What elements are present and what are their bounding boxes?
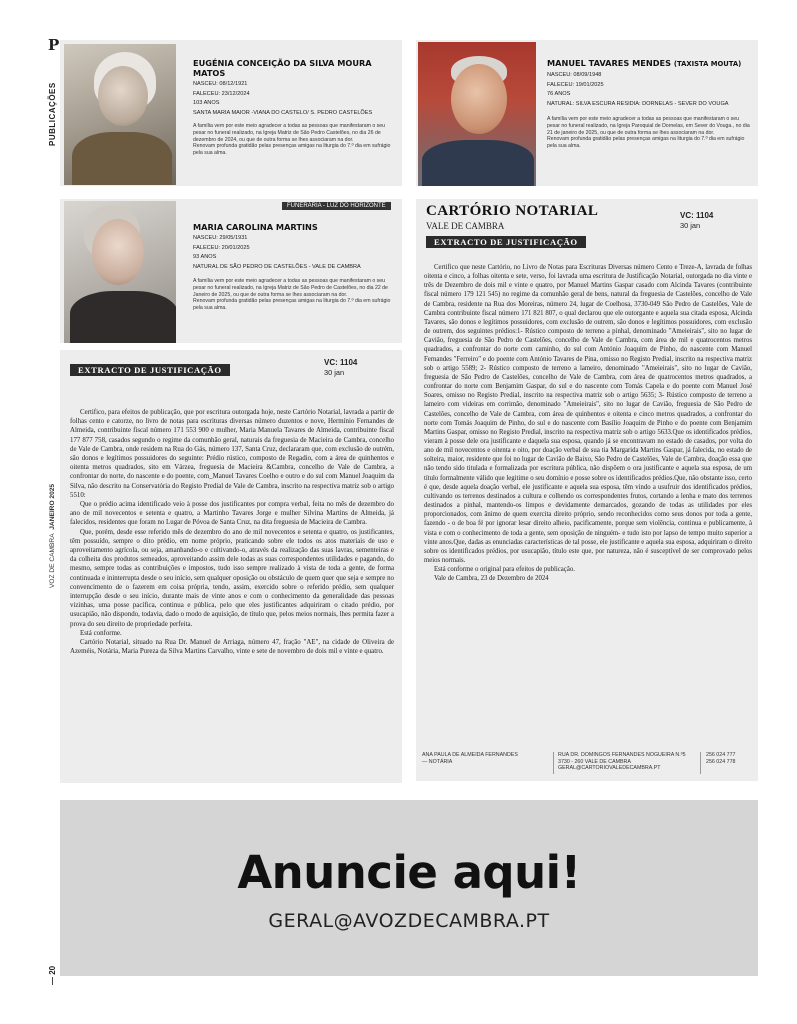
obituary-card-2: [416, 40, 758, 186]
extract-left: [60, 350, 402, 783]
obituary-photo-3: [64, 201, 176, 343]
obituary-message-3: A família vem por este meio agradecer a todas as pessoas que manifestaram o seu pesar no funeral realizado, na Igreja Matriz de São Pedro de Castelões, no dia 22 de Janeiro de 2025, ou que de outra forma se lhes associaram na dor. Renovam profunda gratidão pelas presenças amigas na liturgia do 7.º dia em sufrágio pela sua alma.: [193, 278, 391, 311]
extract-left-paragraph: Certifico, para efeitos de publicação, que por escritura outorgada hoje, neste Cartório Notarial, lavrada a partir de folhas cento e catorze, no livro de notas para escrituras diversas número duzentos e nove, Hermínio Fernandes de Almeida, contribuinte fiscal número 171 553 900 e mulher, Maria Manuela Tavares de Almeida, contribuinte fiscal 177 877 758, casados segundo o regime da comunhão geral, naturais da freguesia de Macieira de Cambra, concelho de Vale de Cambra, onde residem na Rua do Gás, número 137, Santa Cruz, declararam que, com exclusão de outrém, são donos e legítimos possuidores do seguinte: Prédio rústico, composto de Regadio, com a área de quinhentos e oitenta metros quadrados, sito em Várzea, freguesia de Macieira &Cambra, concelho de Vale de Cambra, a confrontar do norte, do nascente e do poente, com_Manuel Tavares Coelho e outro e do sul com Manuel Joaquim da Silva, não descrito na Conservatória do Registo Predial de Vale de Cambra, inscrito na respectiva matriz sob o artigo 5510:: [70, 409, 394, 499]
footer-divider-2: [700, 752, 701, 774]
obituary-died-1: FALECEU: 23/12/2024: [193, 90, 250, 97]
running-head: [49, 484, 56, 588]
extract-left-paragraph: Está conforme.: [80, 629, 122, 637]
running-head-date: JANEIRO 2025: [49, 483, 56, 530]
funeral-home-label: FUNERÁRIA - LUZ DO HORIZONTE: [282, 202, 391, 210]
obituary-nickname-2: (TAXISTA MOUTA): [673, 60, 742, 68]
obituary-born-2: NASCEU: 08/09/1948: [547, 72, 602, 78]
extract-left-body: [70, 408, 394, 656]
obituary-photo-1: [64, 44, 176, 185]
section-label: PUBLICAÇÕES: [48, 82, 57, 146]
extract-right-tag: EXTRACTO DE JUSTIFICAÇÃO: [426, 236, 586, 248]
extract-right-paragraph: Vale de Cambra, 23 de Dezembro de 2024: [434, 575, 549, 583]
extract-right-paragraph: Está conforme o original para efeitos de publicação.: [434, 566, 575, 574]
obituary-card-1: [60, 40, 402, 186]
obituary-name-1: EUGÉNIA CONCEIÇÃO DA SILVA MOURA MATOS: [193, 58, 372, 78]
obituary-name-3: MARIA CAROLINA MARTINS: [193, 222, 318, 232]
extract-right-vc-date: 30 jan: [680, 221, 701, 230]
notary-phones: 256 024 777 256 024 778: [706, 752, 736, 765]
obituary-born-1: NASCEU: 08/12/1921: [193, 81, 248, 87]
extract-left-paragraph: Que o prédio acima identificado veio à posse dos justificantes por compra verbal, feita no mês de dezembro do ano de mil novecentos e setenta e quatro, a Martinho Tavares Jorge e mulher Silvina Martins de Almeida, já falecidos, residentes que foram no Lugar de Póvoa de Santa Cruz, na dita freguesia de Macieira de Cambra.: [70, 501, 394, 527]
extract-left-vc-date: 30 jan: [324, 368, 345, 377]
extract-left-paragraph: Cartório Notarial, situado na Rua Dr. Manuel de Arriaga, número 47, fração "AE", na cidade de Oliveira de Azeméis, Notária, Maria Pureza da Silva Martins Carvalho, vinte e sete de novembro de dois mil e vinte e quatro.: [70, 639, 394, 656]
advert-box: [60, 800, 758, 976]
obituary-message-2: A família vem por este meio agradecer a todas as pessoas que manifestaram o seu pesar no funeral realizado, na Igreja Paroquial de Dornelas, em Sever do Vouga., no dia 21 de janeiro de 2025, ou que de outra forma se lhes associaram na dor. Renovam profunda gratidão pelas presenças amigas na liturgia do 7.º dia em sufrágio pela sua alma.: [547, 116, 750, 149]
notary-address: RUA DR. DOMINGOS FERNANDES NOGUEIRA N.º5 3730 - 260 VALE DE CAMBRA GERAL@CARTORIOVALEDECAMBRA.PT: [558, 752, 686, 772]
obituary-message-1: A família vem por este meio agradecer a todas as pessoas que manifestaram o seu pesar no funeral realizado, na Igreja Matriz de São Pedro Castelões, no dia 26 de dezembro de 2024, ou que de outra forma se lhes associaram na dor. Renovam profunda gratidão pelas presenças amigas na liturgia do 7.º dia em sufrágio pela sua alma.: [193, 123, 391, 156]
obituary-place-1: SANTA MARIA MAIOR -VIANA DO CASTELO/ S. PEDRO CASTELÕES: [193, 109, 373, 116]
notary-signature: ANA PAULA DE ALMEIDA FERNANDES — NOTÁRIA: [422, 752, 518, 765]
section-letter: P: [48, 36, 60, 54]
obituary-photo-2: [418, 42, 536, 186]
obituary-card-3: [60, 199, 402, 343]
obituary-born-3: NASCEU: 29/05/1931: [193, 235, 248, 241]
extract-left-paragraph: Que, porém, desde esse referido mês de dezembro do ano de mil novecentos e setenta e quatro, os justificantes, têm possuído, sempre o dito prédio, em nome próprio, praticando sobre ele todos os atos materiais de uso e aproveitamento agrícola, ou seja, amanhando-o e cultivando-o, através da realização das suas lavras, sementeiras e da colheita dos produtos semeados, aproveitando assim dele todas as suas correspondentes utilidades e pagando, do mesmo, sempre todas as contribuições e impostos, tudo isso sempre realizado à vista de toda a gente, de forma continuada e ininterrupta desde o seu início, sem qualquer oposição ou obstáculo de quem quer que seja e sempre no convencimento de o fazerem em coisa própria, tendo, assim, exercido sobre o referido prédio, sem qualquer interrupção desde o seu início, durante mais de vinte anos e com o conhecimento da generalidade das pessoas vizinhas, uma posse pacífica, continua e pública, pelo que eles justificantes adquiriram o citado prédio, por usucapião, não dispondo, todavia, dado o modo de aquisição, de título que, pelos meios normais, lhes permita fazer a prova do seu direito de propriedade perfeita.: [70, 528, 394, 628]
obituary-place-2: NATURAL: SILVA ESCURA RESIDIA: DORNELAS - SEVER DO VOUGA: [547, 100, 729, 107]
extract-left-tag: EXTRACTO DE JUSTIFICAÇÃO: [70, 364, 230, 376]
advert-email[interactable]: GERAL@AVOZDECAMBRA.PT: [268, 910, 550, 932]
obituary-name-2: MANUEL TAVARES MENDES: [547, 58, 672, 68]
extract-right: [416, 199, 758, 781]
extract-right-body: [424, 263, 752, 583]
obituary-place-3: NATURAL DE SÃO PEDRO DE CASTELÕES - VALE DE CAMBRA: [193, 263, 361, 270]
obituary-died-2: FALECEU: 19/01/2025: [547, 81, 604, 88]
page-number-value: 20: [48, 965, 57, 975]
extract-right-vc-label: VC: 1104: [680, 211, 714, 220]
page-number: — 20: [48, 965, 57, 985]
obituary-age-3: 93 ANOS: [193, 254, 217, 261]
footer-divider-1: [553, 752, 554, 774]
office-title: CARTÓRIO NOTARIAL: [426, 203, 599, 219]
extract-right-paragraph: Certifico que neste Cartório, no Livro de Notas para Escrituras Diversas número Cento e Treze-A, lavrada de folhas oitenta e cinco, a folhas oitenta e sete, verso, foi lavrada uma escritura de Justificação Notarial, outorgada no dia vinte e três de Dezembro de dois mil e vinte e quatro, por Manuel Martins Gaspar casado com Alcinda Tavares (contribuinte fiscal número 179 121 545) no regime da comunhão geral de bens, natural da freguesia de Castelões, concelho de Vale de Cambra, residente na Rua dos Moreiras, número 24, lugar de Coelhosa, 3730-049 São Pedro de Castelões, Vale de Cambra contribuinte fiscal número 171 821 807, o qual declarou que ele outorgante e aquela sua citada esposa, Alcinda Tavares, são donos e legítimos possuidores, com exclusão de outrem, são donos e legítimos possuidores, com exclusão de outrem, dos seguintes prédios:1- Rústico composto de terreno a pinhal, denominado "Ameieirais", sito no lugar de Cavião, freguesia de São Pedro de Castelões, concelho de Vale de Cambra, com área de mil e quatrocentos metros quadrados, a confrontar do norte com caminho, do sul com António Joaquim de Pinho, do nascente com Manuel Fernandes "Ferreiro" e do poente com António Tavares de Pina, omisso no Registo Predial, inscrito na respectiva matriz sob o artigo 5589; 2- Rústico composto de terreno a lameiro, denominado "Ameieirais", sito no lugar de Cavião, freguesia de São Pedro de Castelões, concelho de Vale de Cambra, com área de quatrocentos metros quadrados, a confrontar do norte com Benjamim Gaspar, do sul e do nascente com Tomás Capela e do poente com Manuel José Soares, omisso no Registo Predial, inscrito na respectiva matriz sob o artigo 5635; 3- Rústico composto de terreno a lameiro com videiras em corrimão, denominado "Ameieirais", sito no lugar de Cavião, freguesia de São Pedro de Castelões, concelho de Vale de Cambra, com área de quinhentos e oitenta e cinco metros quadrados, a confrontar do norte com Tomás Joaquim de Pinho, do sul e do nascente com Basílio Joaquim de Pinho e do poente com Benjamim Martins Gaspar, omisso no Registo Predial, inscrito na respectiva matriz sob o artigo 5633.Que os identificados prédios, vieram à posse dele ora justificante e daquela sua esposa, quando já se encontravam no estado de casados, por volta do ano de mil novecentos e oitenta e oito, por doação verbal de sua tia Margarida Martins Gaspar, já falecida, no estado de solteira, maior, residente que foi no lugar de Cavião de Baixo, São Pedro de Castelões, Vale de Cambra, doação essa que não tendo sido titulada e formalizada por escritura pública, não dispõem o ora justificante e aquela sua esposa, de um título formalmente válido que legitime o seu domínio e posse sobre os identificados prédios.Que, não obstante isso, certo é que, desde aquela doação verbal, ele justificante e aquela sua esposa, têm vindo a usufruir dos identificados prédios, cultivando os terrenos destinados a cultura e colhendo os correspondentes frutos, cortando a lenha e mato dos terrenos destinados a pinhal, mantendo-os limpos e devidamente demarcados, gozando de todas as utilidades por eles proporcionados, com ânimo de quem exercita direito próprio, sendo reconhecidos como seus donos por toda a gente, fazendo - o de boa fé por ignorar lesar direito alheio, pacificamente, porque sem violência, continua e publicamente, à vista e com o conhecimento de toda a gente, sem oposição de ninguém- e tudo isto por lapso de tempo muito superior a vinte anos.Que, dadas as enunciadas características de tal posse, ele justificante e aquela sua esposa, adquiriram o direito sobre os identificados prédios, por usucapião, título este que, por natureza, não é susceptível de ser comprovado pelos meios normais.: [424, 264, 752, 564]
obituary-age-2: 76 ANOS: [547, 91, 571, 98]
extract-left-vc-label: VC: 1104: [324, 358, 358, 367]
advert-headline: Anuncie aqui!: [237, 846, 581, 899]
obituary-died-3: FALECEU: 20/01/2025: [193, 244, 250, 251]
office-subtitle: VALE DE CAMBRA: [426, 221, 505, 231]
obituary-age-1: 103 ANOS: [193, 100, 220, 107]
running-head-paper: VOZ DE CAMBRA: [49, 533, 56, 588]
